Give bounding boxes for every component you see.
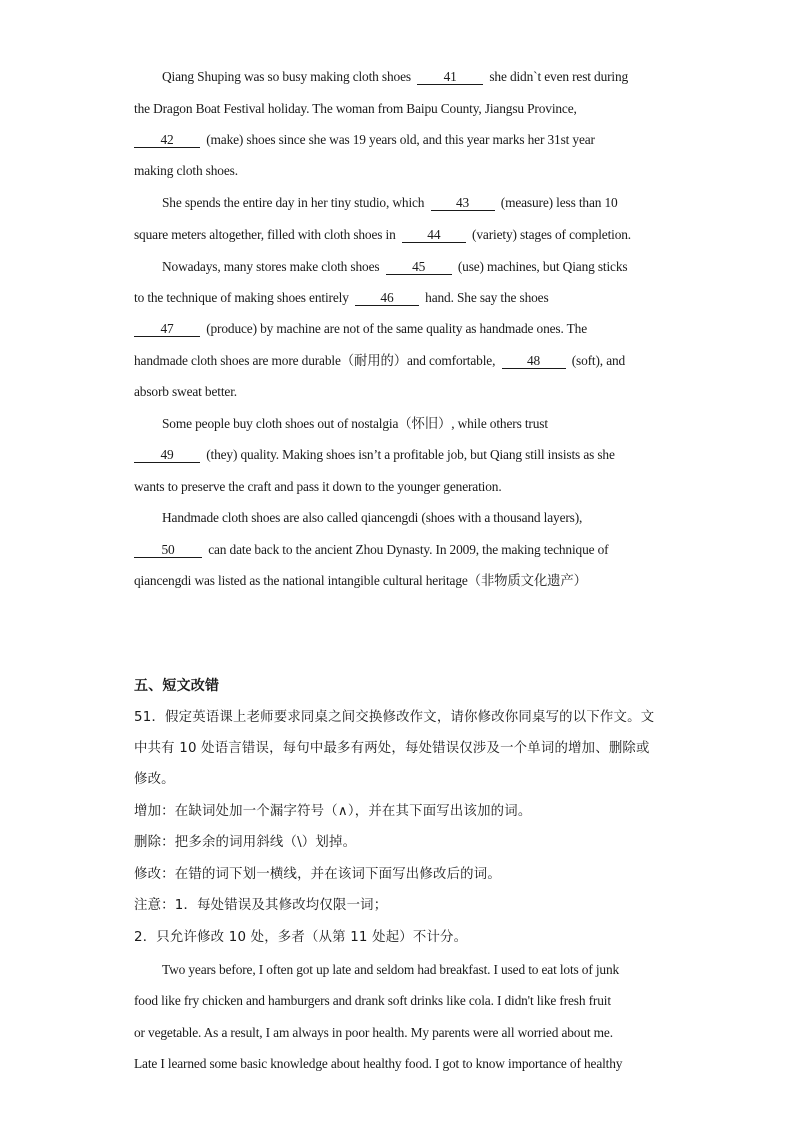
text: (they) quality. Making shoes isn’t a profitable job, but Qiang still insists as she <box>206 447 615 462</box>
passage2-line-2: food like fry chicken and hamburgers and drank soft drinks like cola. I didn't like fresh fruit <box>134 993 611 1008</box>
passage1-line-17: qiancengdi was listed as the national intangible cultural heritage（非物质文化遗产） <box>134 573 587 588</box>
passage1-line-2: the Dragon Boat Festival holiday. The woman from Baipu County, Jiangsu Province, <box>134 101 577 116</box>
text: she didn`t even rest during <box>489 69 629 84</box>
blank-41[interactable]: 41 <box>417 70 483 85</box>
text: can date back to the ancient Zhou Dynasty. In 2009, the making technique of <box>208 542 609 557</box>
blank-49[interactable]: 49 <box>134 448 200 463</box>
note-1: 注意：1．每处错误及其修改均仅限一词； <box>134 898 388 913</box>
text: (variety) stages of completion. <box>472 227 632 242</box>
text: Qiang Shuping was so busy making cloth shoes <box>162 69 411 84</box>
blank-46[interactable]: 46 <box>355 291 419 306</box>
blank-45[interactable]: 45 <box>386 260 452 275</box>
section-heading: 五、短文改错 <box>134 678 220 694</box>
rule-delete: 删除：把多余的词用斜线（\）划掉。 <box>134 835 357 850</box>
passage1-line-4: making cloth shoes. <box>134 163 238 178</box>
text: (measure) less than 10 <box>500 195 618 210</box>
passage1-line-14: wants to preserve the craft and pass it down to the younger generation. <box>134 479 502 494</box>
passage1-line-11: absorb sweat better. <box>134 384 237 399</box>
passage1-line-8 <box>134 289 549 307</box>
text: to the technique of making shoes entirely <box>134 290 349 305</box>
text: handmade cloth shoes are more durable（耐用的）and comfortable, <box>134 353 496 368</box>
note-2: 2．只允许修改 10 处，多者（从第 11 处起）不计分。 <box>134 930 468 945</box>
text: hand. She say the shoes <box>425 290 549 305</box>
text: square meters altogether, filled with cloth shoes in <box>134 227 396 242</box>
rule-modify: 修改：在错的词下划一横线，并在该词下面写出修改后的词。 <box>134 867 501 882</box>
passage1-line-13 <box>134 446 615 464</box>
blank-50[interactable]: 50 <box>134 543 202 558</box>
text: Nowadays, many stores make cloth shoes <box>162 259 380 274</box>
passage1-line-3 <box>134 131 595 149</box>
passage2-line-4: Late I learned some basic knowledge about healthy food. I got to know importance of healthy <box>134 1056 623 1071</box>
rule-add: 增加：在缺词处加一个漏字符号（∧），并在其下面写出该加的词。 <box>134 804 532 819</box>
instruction-line-3: 修改。 <box>134 772 175 787</box>
passage1-line-6 <box>134 226 631 244</box>
text: (use) machines, but Qiang sticks <box>457 259 628 274</box>
text: (soft), and <box>571 353 626 368</box>
text: (produce) by machine are not of the same quality as handmade ones. The <box>206 321 587 336</box>
passage1-line-1 <box>162 68 628 86</box>
passage1-line-7 <box>162 258 627 276</box>
blank-42[interactable]: 42 <box>134 133 200 148</box>
passage1-line-10 <box>134 352 625 370</box>
passage2-line-1: Two years before, I often got up late and seldom had breakfast. I used to eat lots of junk <box>162 962 620 977</box>
blank-43[interactable]: 43 <box>431 196 495 211</box>
passage1-line-9 <box>134 320 587 338</box>
passage1-line-5 <box>162 194 618 212</box>
instruction-line-2: 中共有 10 处语言错误，每句中最多有两处，每处错误仅涉及一个单词的增加、删除或 <box>134 741 650 756</box>
passage1-line-15: Handmade cloth shoes are also called qiancengdi (shoes with a thousand layers), <box>162 510 583 525</box>
blank-48[interactable]: 48 <box>502 354 566 369</box>
text: (make) shoes since she was 19 years old, and this year marks her 31st year <box>206 132 595 147</box>
passage2-line-3: or vegetable. As a result, I am always in poor health. My parents were all worried about me. <box>134 1025 613 1040</box>
passage1-line-16 <box>134 541 608 559</box>
blank-47[interactable]: 47 <box>134 322 200 337</box>
instruction-line-1: 51．假定英语课上老师要求同桌之间交换修改作文，请你修改你同桌写的以下作文。文 <box>134 710 655 725</box>
passage1-line-12: Some people buy cloth shoes out of nostalgia（怀旧）, while others trust <box>162 416 548 431</box>
blank-44[interactable]: 44 <box>402 228 466 243</box>
text: She spends the entire day in her tiny studio, which <box>162 195 425 210</box>
